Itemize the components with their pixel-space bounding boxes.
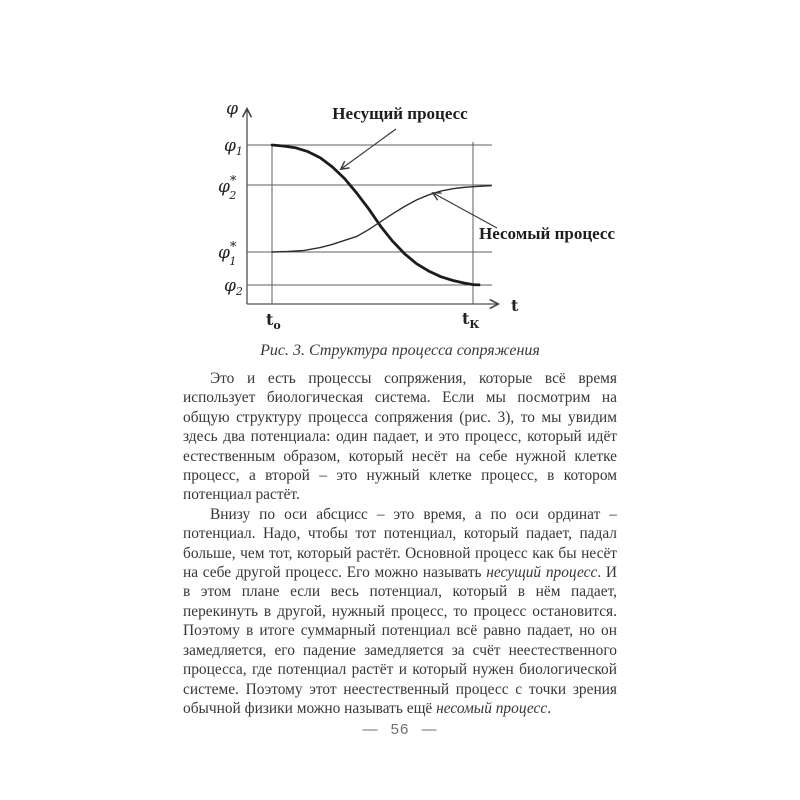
paragraph-2-part1: Внизу по оси абсцисс – это время, а по оси ординат – потенциал. Надо, чтобы тот потенциал, который падает, падал больше, чем тот, который растёт. Основной процесс как бы несёт на себе другой процесс. Его можно называть [183, 505, 617, 582]
paragraph-2-part3: . [547, 699, 552, 717]
paragraph-2 [183, 505, 617, 718]
x-axis-label: t [511, 296, 519, 315]
arrow-to-carrying-curve [341, 129, 396, 169]
figure-chart [180, 86, 640, 340]
ytick-phi-star-1: φ* 1 [218, 240, 237, 268]
body-text [183, 369, 617, 718]
curve-carrying-process [272, 145, 479, 285]
label-carrying-process: Несущий процесс [332, 104, 468, 123]
label-carried-process: Несомый процесс [479, 224, 615, 243]
xtick-tk: $t_К$ [462, 309, 480, 331]
arrow-to-carried-curve [433, 193, 497, 228]
paragraph-2-term-carrying: несущий процесс [486, 564, 598, 582]
paragraph-1: Это и есть процессы сопряжения, которые всё время использует биологическая система. Если мы посмотрим на общую структуру процесса сопряжения (рис. 3), то мы увидим здесь два потенциала: один падает, и это процесс, который идёт естественным образом, который несёт на себе нужной клетке процесс, а второй – это нужный клетке процесс, в котором потенциал растёт. [183, 370, 617, 504]
ytick-phi-star-2: φ* 2 [218, 174, 237, 202]
figure-caption: Рис. 3. Структура процесса сопряжения [260, 342, 540, 359]
curve-carried-process [272, 186, 491, 252]
ytick-phi2: $\varphi_2$ [224, 276, 243, 298]
paragraph-2-term-carried: несомый процесс [436, 699, 548, 717]
y-axis-label: φ [226, 99, 238, 119]
paragraph-2-part2: . И в этом плане если весь потенциал, который в нём падает, перекинуть в другой, нужный процесс, то процесс остановится. Поэтому в итоге суммарный потенциал всё равно падает, но он замедляется, его падение замедляется за счёт неестественного процесса, где потенциал растёт и который нужен биологической системе. Поэтому этот неестественный процесс с точки зрения обычной физики можно называть ещё [183, 564, 617, 717]
xtick-t0: $t_о$ [266, 310, 281, 332]
page-number: — 56 — [362, 721, 438, 738]
ytick-phi1: $\varphi_1$ [224, 136, 243, 158]
